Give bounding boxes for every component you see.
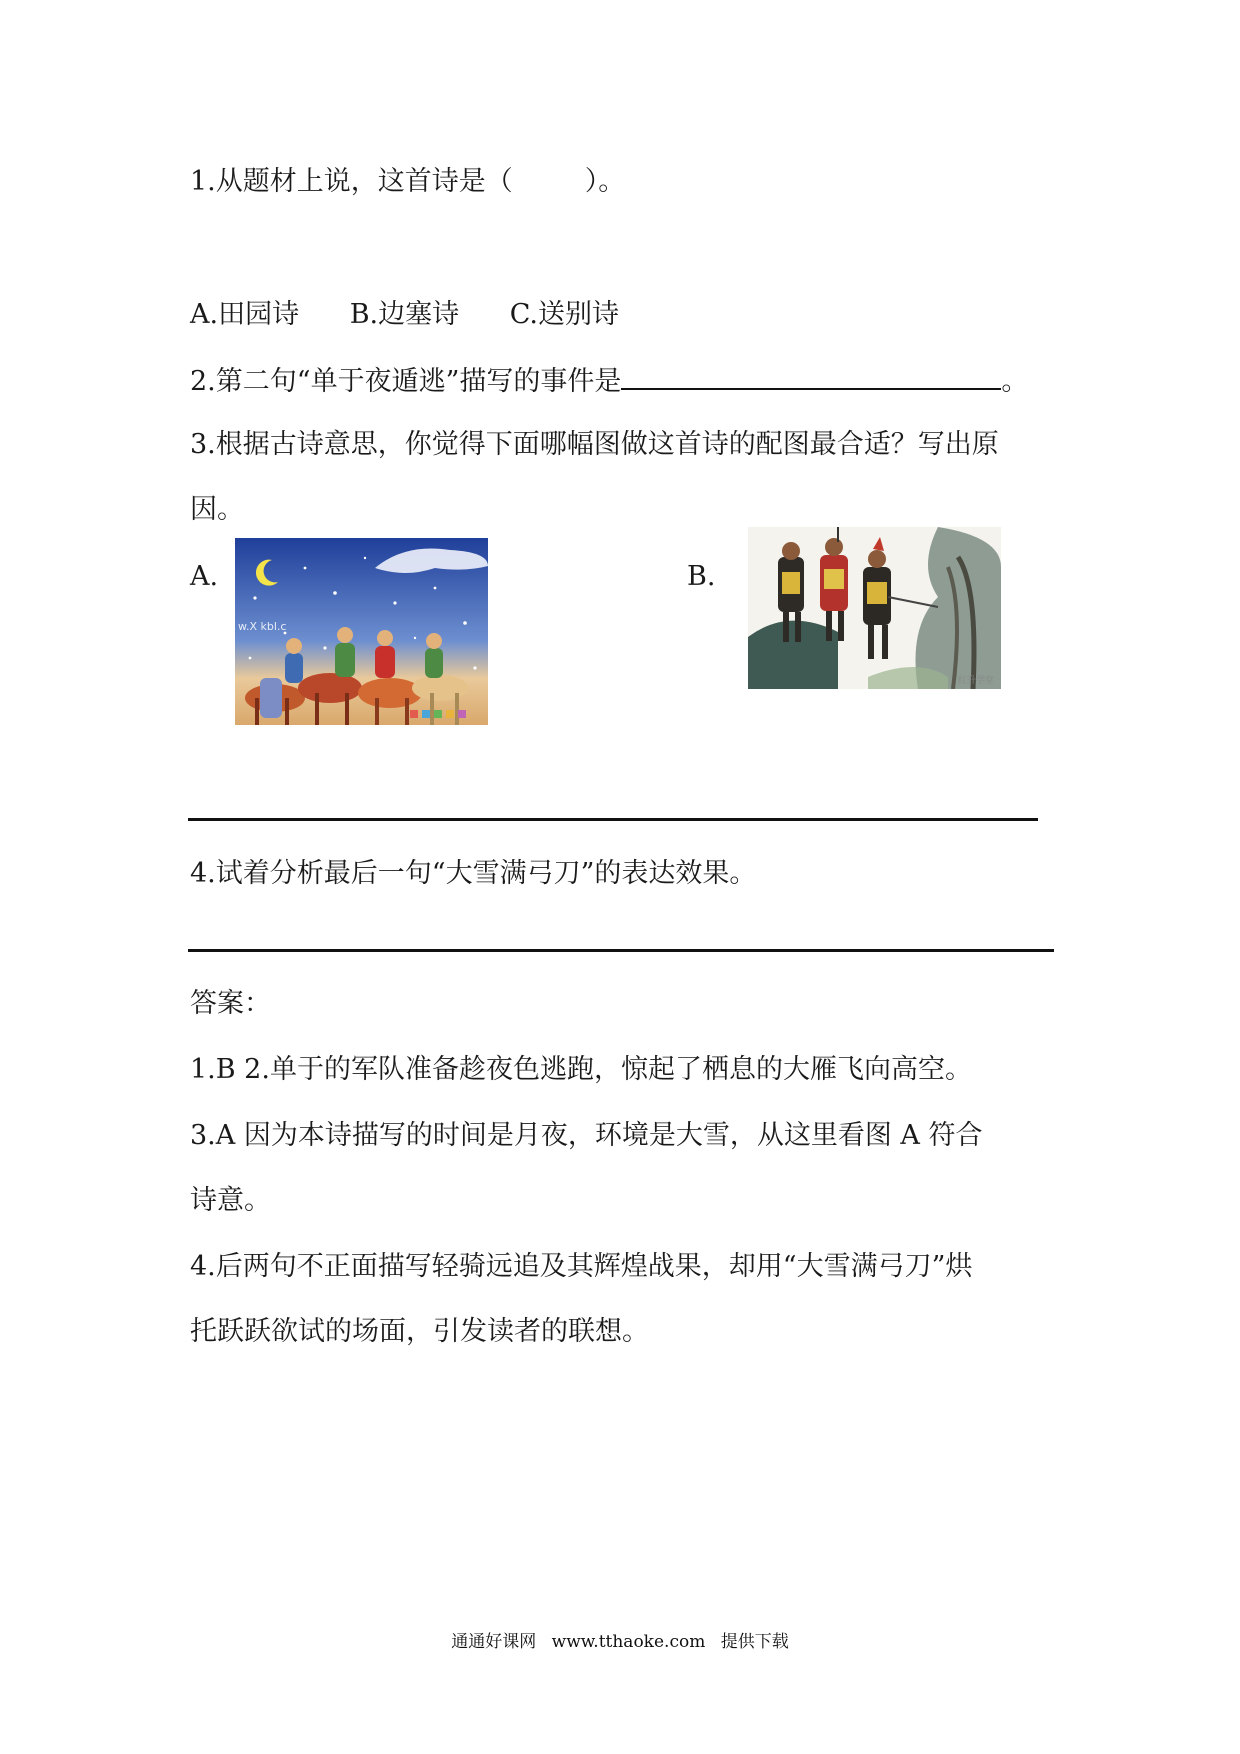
question-1 xyxy=(190,164,625,200)
footer-site-name: 通通好课网 xyxy=(451,1632,537,1652)
figure-a-watermark: w.X kbl.c xyxy=(238,620,287,633)
answer-line-q3[interactable] xyxy=(188,818,1038,821)
question-1-options xyxy=(190,297,619,333)
figure-a-image xyxy=(235,538,488,725)
option-a: A.田园诗 xyxy=(190,299,300,330)
answers-line-4: 4.后两句不正面描写轻骑远追及其辉煌战果，却用“大雪满弓刀”烘 xyxy=(190,1251,973,1282)
question-2-text: 2.第二句“单于夜遁逃”描写的事件是 xyxy=(190,366,622,397)
answers-line-2: 3.A 因为本诗描写的时间是月夜，环境是大雪，从这里看图 A 符合 xyxy=(190,1120,983,1151)
answers-line-1: 1.B 2.单于的军队准备趁夜色逃跑，惊起了栖息的大雁飞向高空。 xyxy=(190,1054,972,1085)
question-4: 4.试着分析最后一句“大雪满弓刀”的表达效果。 xyxy=(190,858,757,889)
figure-a-label: A. xyxy=(190,561,219,592)
option-c: C.送别诗 xyxy=(509,299,619,330)
page-footer xyxy=(0,1630,1240,1654)
answers-line-3: 诗意。 xyxy=(190,1185,271,1216)
answer-line-q4[interactable] xyxy=(188,949,1054,952)
figure-b-watermark: 红升学堂 xyxy=(958,676,995,686)
question-1-end: ）。 xyxy=(584,166,626,197)
footer-url[interactable]: www.tthaoke.com xyxy=(551,1632,706,1652)
answers-heading: 答案： xyxy=(190,988,271,1019)
answer-blank-q2[interactable] xyxy=(621,362,1001,390)
question-1-text: 1.从题材上说，这首诗是（ xyxy=(190,166,513,197)
figure-b-label: B. xyxy=(687,561,716,592)
answers-line-5: 托跃跃欲试的场面，引发读者的联想。 xyxy=(190,1316,649,1347)
option-b: B.边塞诗 xyxy=(349,299,460,330)
figure-b-image xyxy=(748,527,1001,689)
question-2-end: 。 xyxy=(1001,366,1029,397)
question-2 xyxy=(190,362,1028,400)
question-3-line-2: 因。 xyxy=(190,494,244,525)
footer-suffix: 提供下载 xyxy=(720,1632,789,1652)
question-3-line-1: 3.根据古诗意思，你觉得下面哪幅图做这首诗的配图最合适？写出原 xyxy=(190,429,999,460)
